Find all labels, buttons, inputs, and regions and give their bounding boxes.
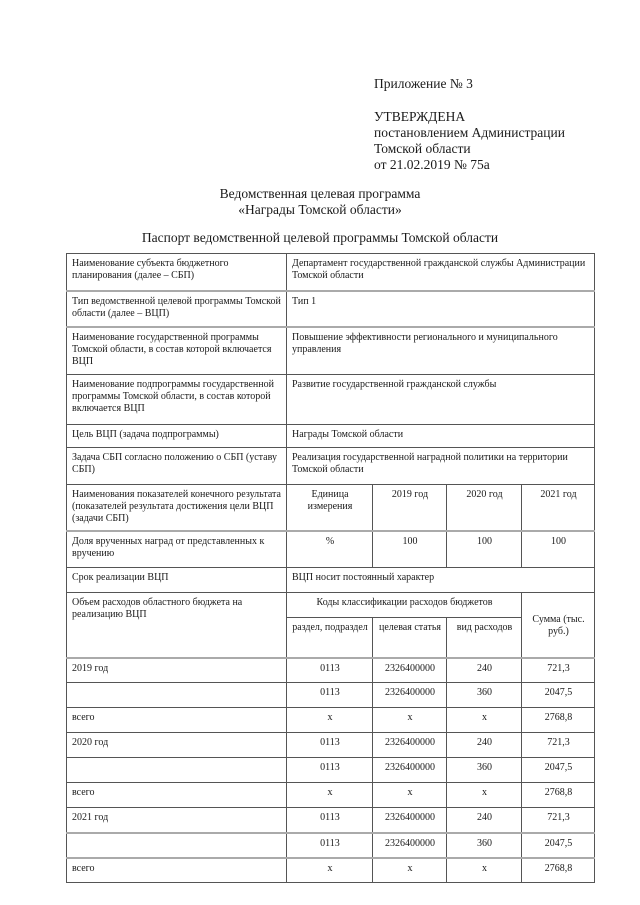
- expenses-header-row: [67, 593, 595, 618]
- row-value: Награды Томской области: [287, 425, 595, 448]
- expense-label: [67, 758, 287, 783]
- expense-section: 0113: [287, 733, 373, 758]
- program-title-line-1: Ведомственная целевая программа: [219, 186, 421, 201]
- expense-section: 0113: [287, 758, 373, 783]
- passport-title: Паспорт ведомственной целевой программы Томской области: [141, 230, 499, 245]
- table-row: [67, 291, 595, 327]
- expense-article: 2326400000: [373, 833, 447, 858]
- row-label: Наименование подпрограммы государственной программы Томской области, в состав которой включается ВЦП: [67, 375, 287, 425]
- expense-label: 2021 год: [67, 808, 287, 833]
- indicators-header-row: [67, 485, 595, 531]
- expense-label: всего: [67, 858, 287, 883]
- row-value: Реализация государственной наградной политики на территории Томской области: [287, 448, 595, 485]
- expense-label: [67, 833, 287, 858]
- expense-sum: 721,3: [522, 733, 595, 758]
- expense-sum: 2047,5: [522, 833, 595, 858]
- expense-article: 2326400000: [373, 683, 447, 708]
- expense-sum: 2768,8: [522, 783, 595, 808]
- indicator-row: [67, 531, 595, 568]
- sum-header: Сумма (тыс. руб.): [522, 593, 595, 658]
- indicator-unit: %: [287, 531, 373, 568]
- row-label: Наименование субъекта бюджетного планирования (далее – СБП): [67, 254, 287, 291]
- approved-heading: УТВЕРЖДЕНА: [374, 109, 466, 124]
- expense-article: x: [373, 858, 447, 883]
- expense-article: 2326400000: [373, 808, 447, 833]
- expense-article: x: [373, 783, 447, 808]
- expense-sum: 721,3: [522, 808, 595, 833]
- expense-type: x: [447, 708, 522, 733]
- indicator-2020: 100: [447, 531, 522, 568]
- expense-section: 0113: [287, 808, 373, 833]
- expense-sum: 721,3: [522, 658, 595, 683]
- expense-sum: 2047,5: [522, 758, 595, 783]
- table-row: [67, 327, 595, 375]
- expense-section: x: [287, 858, 373, 883]
- row-label: Тип ведомственной целевой программы Томской области (далее – ВЦП): [67, 291, 287, 327]
- expense-type: 240: [447, 733, 522, 758]
- row-label: Цель ВЦП (задача подпрограммы): [67, 425, 287, 448]
- expense-sum: 2047,5: [522, 683, 595, 708]
- indicators-label: Наименования показателей конечного результата (показателей результата достижения цели ВЦП (задачи СБП): [67, 485, 287, 531]
- expense-type: x: [447, 858, 522, 883]
- approval-line-1: постановлением Администрации: [374, 125, 565, 140]
- program-title: [0, 186, 640, 218]
- expense-type: 240: [447, 808, 522, 833]
- term-label: Срок реализации ВЦП: [67, 568, 287, 593]
- expense-section: 0113: [287, 833, 373, 858]
- table-row: [67, 375, 595, 425]
- row-value: Департамент государственной гражданской службы Администрации Томской области: [287, 254, 595, 291]
- indicator-name: Доля врученных наград от представленных к вручению: [67, 531, 287, 568]
- expense-row: [67, 833, 595, 858]
- year-2021-header: 2021 год: [522, 485, 595, 531]
- expenses-label: Объем расходов областного бюджета на реализацию ВЦП: [67, 593, 287, 658]
- expense-type: 360: [447, 758, 522, 783]
- expense-section: 0113: [287, 658, 373, 683]
- expense-article: 2326400000: [373, 658, 447, 683]
- expense-sum: 2768,8: [522, 708, 595, 733]
- expense-type: 240: [447, 658, 522, 683]
- expense-type: 360: [447, 833, 522, 858]
- row-value: Развитие государственной гражданской службы: [287, 375, 595, 425]
- expense-article: x: [373, 708, 447, 733]
- expense-row: [67, 783, 595, 808]
- indicator-2021: 100: [522, 531, 595, 568]
- approval-line-2: Томской области: [374, 141, 471, 156]
- expense-section: x: [287, 783, 373, 808]
- expense-article: 2326400000: [373, 758, 447, 783]
- row-label: Задача СБП согласно положению о СБП (уставу СБП): [67, 448, 287, 485]
- expense-row: [67, 708, 595, 733]
- program-title-line-2: «Награды Томской области»: [238, 202, 402, 217]
- expense-label: всего: [67, 708, 287, 733]
- row-value: Повышение эффективности регионального и муниципального управления: [287, 327, 595, 375]
- unit-header: Единица измерения: [287, 485, 373, 531]
- table-row: [67, 254, 595, 291]
- expense-label: 2019 год: [67, 658, 287, 683]
- term-row: [67, 568, 595, 593]
- approval-line-3: от 21.02.2019 № 75а: [374, 157, 490, 172]
- appendix-number: Приложение № 3: [374, 76, 473, 91]
- passport-table: [66, 253, 595, 883]
- expense-label: всего: [67, 783, 287, 808]
- expense-sum: 2768,8: [522, 858, 595, 883]
- expense-label: [67, 683, 287, 708]
- approval-block: [374, 76, 565, 173]
- expense-section: x: [287, 708, 373, 733]
- expense-row: [67, 758, 595, 783]
- expense-row: [67, 808, 595, 833]
- article-header: целевая статья: [373, 618, 447, 658]
- expense-label: 2020 год: [67, 733, 287, 758]
- type-header: вид расходов: [447, 618, 522, 658]
- expense-article: 2326400000: [373, 733, 447, 758]
- table-row: [67, 448, 595, 485]
- row-value: Тип 1: [287, 291, 595, 327]
- row-label: Наименование государственной программы Томской области, в состав которой включается ВЦП: [67, 327, 287, 375]
- term-value: ВЦП носит постоянный характер: [287, 568, 595, 593]
- indicator-2019: 100: [373, 531, 447, 568]
- year-2020-header: 2020 год: [447, 485, 522, 531]
- table-row: [67, 425, 595, 448]
- section-header: раздел, подраздел: [287, 618, 373, 658]
- expense-row: [67, 658, 595, 683]
- expense-row: [67, 858, 595, 883]
- expense-type: 360: [447, 683, 522, 708]
- expense-type: x: [447, 783, 522, 808]
- expense-row: [67, 733, 595, 758]
- expense-row: [67, 683, 595, 708]
- year-2019-header: 2019 год: [373, 485, 447, 531]
- codes-header: Коды классификации расходов бюджетов: [287, 593, 522, 618]
- expense-section: 0113: [287, 683, 373, 708]
